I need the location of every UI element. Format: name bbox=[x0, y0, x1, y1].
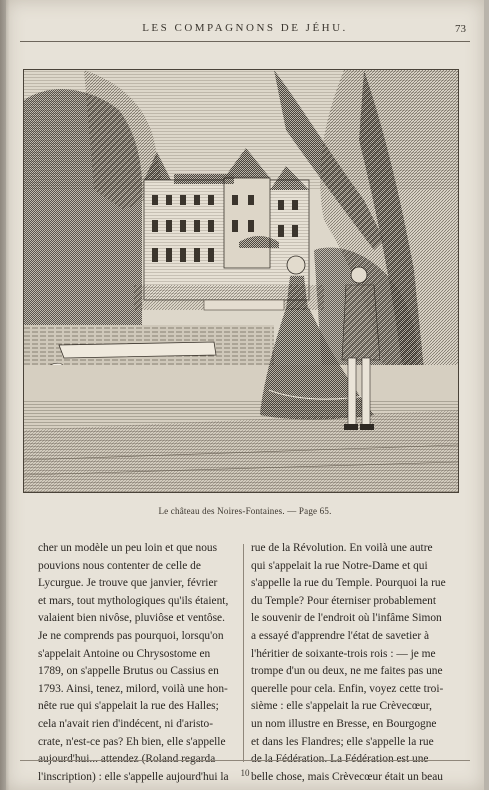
text-line: 1793. Ainsi, tenez, milord, voilà une hon- bbox=[38, 682, 228, 695]
text-column-right bbox=[251, 540, 447, 786]
text-line: cela n'avait rien d'indécent, ni d'aristo- bbox=[38, 717, 214, 730]
running-head-title: LES COMPAGNONS DE JÉHU. bbox=[142, 22, 348, 34]
engraving-illustration bbox=[23, 69, 459, 493]
footer-rule bbox=[20, 760, 470, 761]
text-line: aujourd'hui... attendez (Roland regarda bbox=[38, 753, 216, 766]
text-line: qui s'appelait la rue Notre-Dame et qui bbox=[251, 559, 428, 572]
text-line: nête rue qui s'appelait la rue des Halles; bbox=[38, 700, 219, 713]
text-line: a essayé d'apprendre l'état de savetier à bbox=[251, 629, 430, 642]
binding-shadow bbox=[0, 0, 10, 790]
text-line: un nom illustre en Bresse, en Bourgogne bbox=[251, 717, 437, 730]
text-line: crate, n'est-ce pas? Eh bien, elle s'appelle bbox=[38, 735, 226, 748]
book-page bbox=[6, 0, 484, 790]
text-line: et mars, tout mythologiques qu'ils étaient, bbox=[38, 594, 229, 607]
text-line: le souvenir de l'endroit où l'infâme Simon bbox=[251, 612, 442, 625]
text-line: Lycurgue. Je trouve que janvier, février bbox=[38, 577, 218, 590]
text-line: Je ne comprends pas pourquoi, lorsqu'on bbox=[38, 629, 224, 642]
text-column-left bbox=[38, 540, 234, 786]
text-line: de la Fédération. La Fédération est une bbox=[251, 753, 429, 766]
page-number: 73 bbox=[455, 23, 466, 35]
text-line: querelle pour cela. Enfin, voyez cette troi- bbox=[251, 682, 444, 695]
text-line: l'héritier de soixante-trois rois : — je me bbox=[251, 647, 436, 660]
engraving-drawing bbox=[24, 70, 458, 492]
text-line: 1789, on s'appelle Brutus ou Cassius en bbox=[38, 665, 219, 678]
text-line: du Temple? Pour éterniser probablement bbox=[251, 594, 436, 607]
header-rule bbox=[20, 41, 470, 42]
text-line: pouvions nous contenter de celle de bbox=[38, 559, 201, 572]
text-line: trompe d'un ou deux, ne me faites pas une bbox=[251, 665, 443, 678]
text-line: cher un modèle un peu loin et que nous bbox=[38, 542, 218, 554]
text-line: valaient bien nivôse, pluviôse et ventôse. bbox=[38, 612, 225, 625]
text-line: et dans les Flandres; elle s'appelle la rue bbox=[251, 735, 434, 748]
text-line: rue de la Révolution. En voilà une autre bbox=[251, 542, 433, 554]
text-line: l'inscription) : elle s'appelle aujourd'hui la bbox=[38, 770, 229, 783]
column-divider bbox=[243, 544, 244, 762]
text-line: s'appelait Antoine ou Chrysostome en bbox=[38, 647, 211, 660]
text-line: sième : elle s'appelait la rue Crèvecœur, bbox=[251, 700, 432, 713]
illustration-caption: Le château des Noires-Fontaines. — Page 65. bbox=[158, 506, 332, 516]
signature-mark: 10 bbox=[240, 768, 250, 778]
text-line: belle chose, mais Crèvecœur était un beau bbox=[251, 770, 443, 783]
text-line: s'appelle la rue du Temple. Pourquoi la rue bbox=[251, 577, 446, 590]
